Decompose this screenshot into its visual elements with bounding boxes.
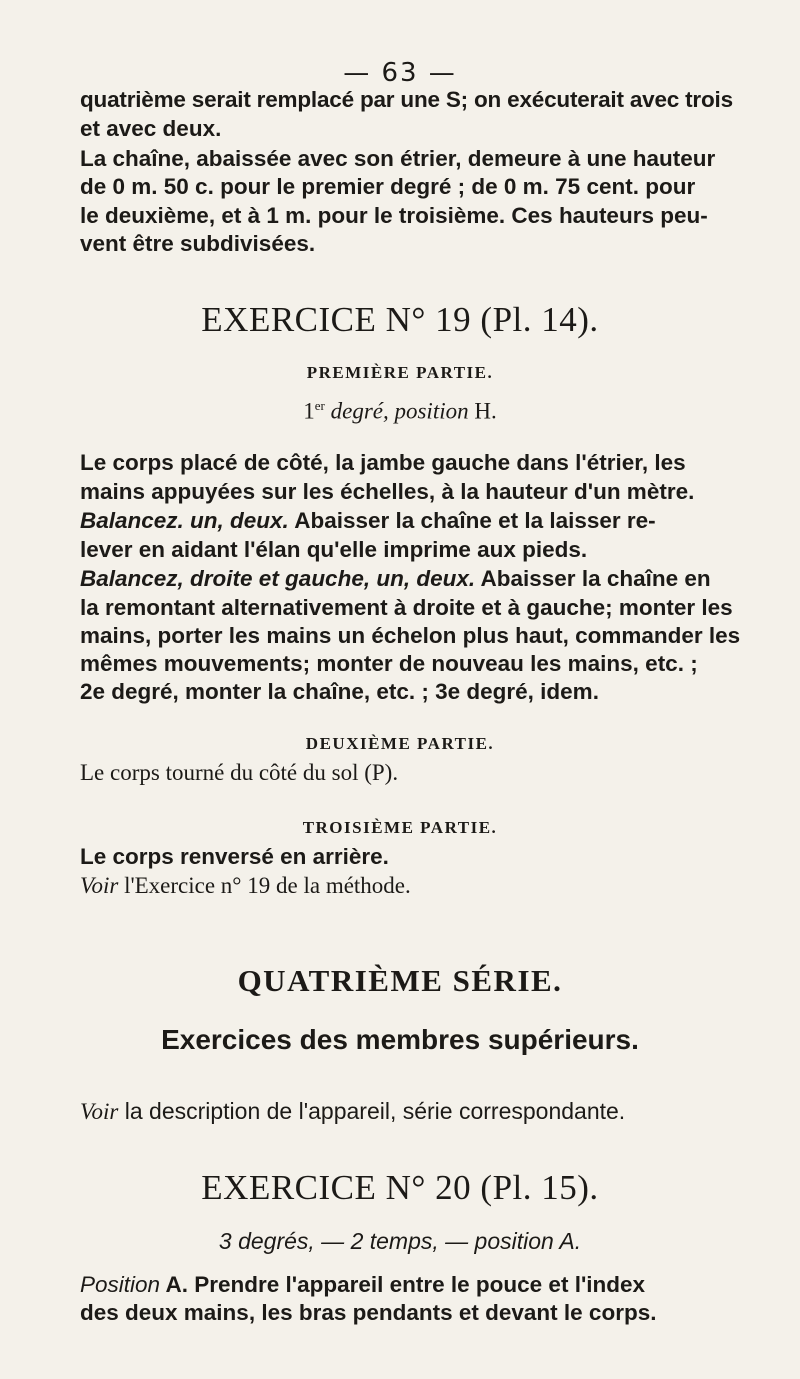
series-title: QUATRIÈME SÉRIE. <box>237 963 563 998</box>
degree-position: H. <box>474 398 497 424</box>
text-line: le deuxième, et à 1 m. pour le troisième. Ces hauteurs peu- <box>80 203 708 228</box>
text-line: Le corps tourné du côté du sol (P). <box>80 760 399 785</box>
text-line: 2e degré, monter la chaîne, etc. ; 3e degré, idem. <box>80 679 599 704</box>
text-line: vent être subdivisées. <box>80 231 316 256</box>
exercise-19-title: EXERCICE N° 19 (Pl. 14). <box>201 300 599 339</box>
text-span: Abaisser la chaîne et la laisser re- <box>288 508 656 533</box>
degree-sup: er <box>314 398 325 413</box>
command-italic: Balancez. un, deux. <box>80 508 289 533</box>
text-line <box>80 1272 780 1298</box>
text-line: Le corps renversé en arrière. <box>80 844 389 869</box>
degree-line <box>0 398 800 425</box>
text-line <box>80 566 780 592</box>
voir-italic: Voir <box>80 873 119 898</box>
text-span: Abaisser la chaîne en <box>475 566 711 591</box>
text-span: A. Prendre l'appareil entre le pouce et l'index <box>160 1272 646 1297</box>
page-number: — 63 — <box>343 58 457 88</box>
part-2-heading: DEUXIÈME PARTIE. <box>305 734 495 753</box>
text-line: mains appuyées sur les échelles, à la hauteur d'un mètre. <box>80 479 695 504</box>
series-subtitle: Exercices des membres supérieurs. <box>161 1024 639 1055</box>
position-italic: Position <box>80 1272 161 1297</box>
text-line: Le corps placé de côté, la jambe gauche dans l'étrier, les <box>80 450 686 475</box>
command-italic: Balancez, droite et gauche, un, deux. <box>80 566 476 591</box>
exercise-20-subtitle: 3 degrés, — 2 temps, — position A. <box>218 1228 582 1254</box>
text-line: mains, porter les mains un échelon plus haut, commander les <box>80 623 741 648</box>
text-line: quatrième serait remplacé par une S; on exécuterait avec trois <box>80 87 733 112</box>
text-line: et avec deux. <box>80 116 222 141</box>
exercise-20-title: EXERCICE N° 20 (Pl. 15). <box>201 1168 599 1207</box>
text-line: de 0 m. 50 c. pour le premier degré ; de 0 m. 75 cent. pour <box>80 174 696 199</box>
text-line: mêmes mouvements; monter de nouveau les mains, etc. ; <box>80 651 698 676</box>
part-3-heading: TROISIÈME PARTIE. <box>302 818 498 837</box>
text-line <box>80 1098 780 1125</box>
text-line: la remontant alternativement à droite et à gauche; monter les <box>80 595 733 620</box>
part-1-heading: PREMIÈRE PARTIE. <box>306 363 494 382</box>
text-line: lever en aidant l'élan qu'elle imprime aux pieds. <box>80 537 588 562</box>
text-line: La chaîne, abaissée avec son étrier, demeure à une hauteur <box>80 146 716 171</box>
text-span: l'Exercice n° 19 de la méthode. <box>118 873 411 898</box>
degree-number: 1 <box>303 398 315 424</box>
voir-italic: Voir <box>80 1099 119 1124</box>
text-line <box>80 508 780 534</box>
text-span: la description de l'appareil, série correspondante. <box>118 1098 626 1124</box>
degree-text: degré, position <box>324 398 475 424</box>
text-line: des deux mains, les bras pendants et devant le corps. <box>80 1300 657 1325</box>
text-line <box>80 873 780 899</box>
